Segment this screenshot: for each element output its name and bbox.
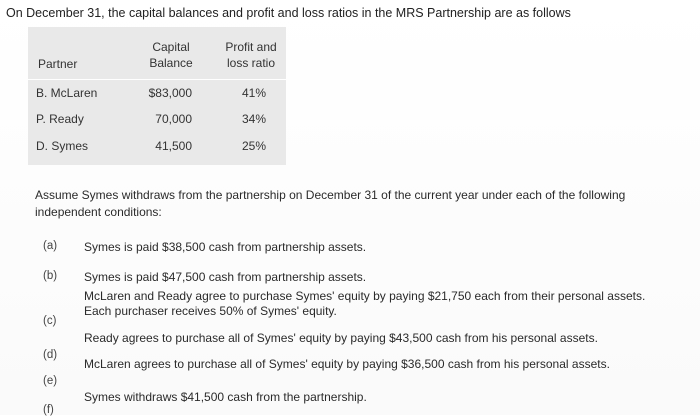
assumption-paragraph: Assume Symes withdraws from the partnership on December 31 of the current year under each of the following independent conditions: <box>35 188 626 219</box>
condition-label: (f) <box>43 404 54 416</box>
condition-text: McLaren agrees to purchase all of Symes' equity by paying $36,500 cash from his personal assets. <box>84 357 610 371</box>
intro-text: On December 31, the capital balances and profit and loss ratios in the MRS Partnership are as follows <box>6 6 571 20</box>
table-row <box>28 86 286 104</box>
partner-name: P. Ready <box>36 112 84 126</box>
condition-label: (c) <box>43 315 57 327</box>
condition-label: (d) <box>43 349 58 361</box>
capital-balance: 70,000 <box>155 112 192 126</box>
condition-label: (a) <box>43 240 58 252</box>
loss-ratio: 25% <box>241 139 266 153</box>
table-row <box>28 139 286 157</box>
capital-balance: $83,000 <box>148 86 192 100</box>
loss-ratio: 34% <box>241 112 266 126</box>
condition-text: Symes is paid $47,500 cash from partnership assets. <box>84 270 367 284</box>
header-capital <box>136 39 206 71</box>
header-divider <box>28 79 286 80</box>
condition-label: (e) <box>43 375 58 387</box>
header-ratio-line1: Profit and <box>225 40 277 54</box>
condition-label: (b) <box>43 270 58 282</box>
capital-table <box>28 27 286 165</box>
capital-balance: 41,500 <box>155 139 192 153</box>
partner-name: D. Symes <box>36 139 89 153</box>
header-capital-line2: Balance <box>149 56 193 70</box>
header-ratio <box>216 39 286 71</box>
condition-text: Ready agrees to purchase all of Symes' equity by paying $43,500 cash from his personal assets. <box>84 331 598 345</box>
condition-text: Symes is paid $38,500 cash from partnership assets. <box>84 240 367 254</box>
header-partner: Partner <box>38 57 78 71</box>
partner-name: B. McLaren <box>36 86 98 100</box>
condition-text: McLaren and Ready agree to purchase Symes' equity by paying $21,750 each from their personal assets. Each purchaser receives 50% of Symes' equity. <box>84 289 646 318</box>
condition-text: Symes withdraws $41,500 cash from the partnership. <box>84 390 367 404</box>
header-ratio-line2: loss ratio <box>226 56 276 70</box>
table-row <box>28 112 286 130</box>
loss-ratio: 41% <box>241 86 266 100</box>
header-capital-line1: Capital <box>152 40 190 54</box>
